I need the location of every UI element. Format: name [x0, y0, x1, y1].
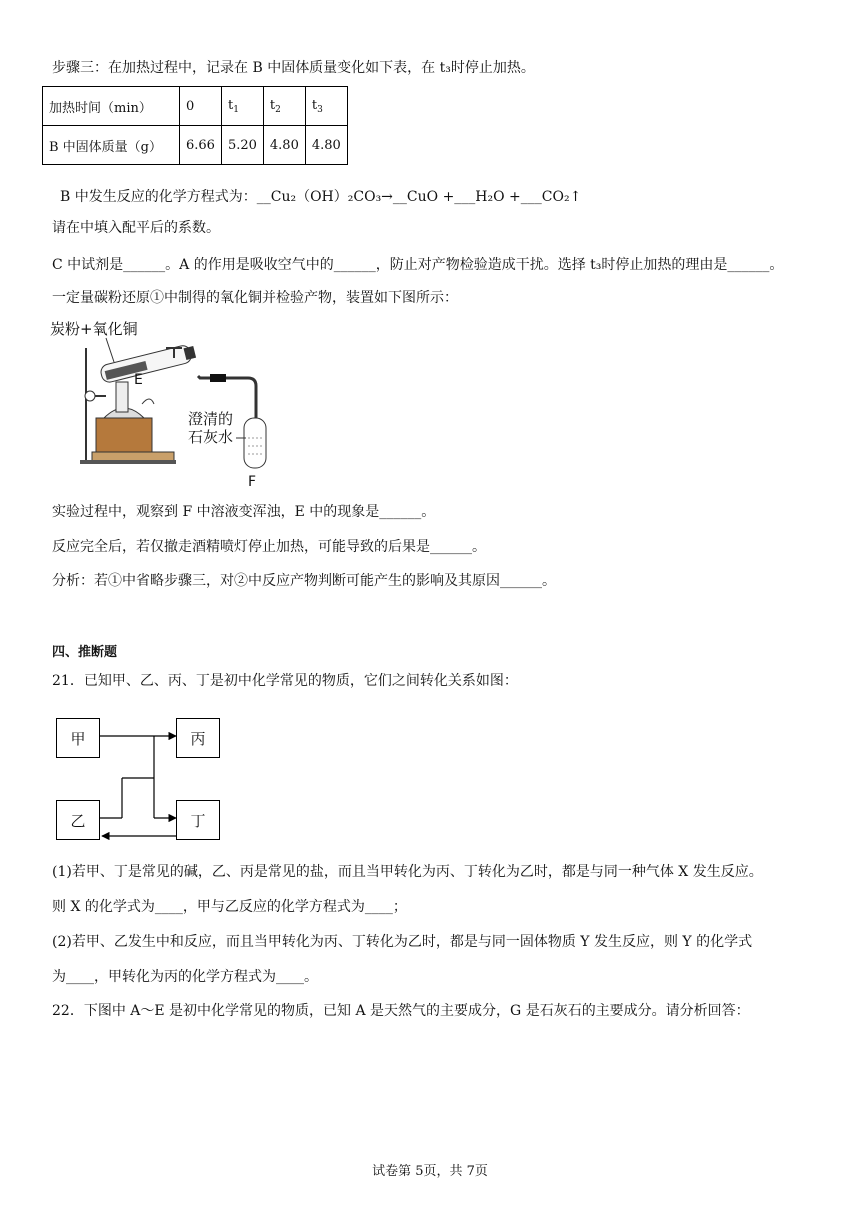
label-f: F — [248, 474, 257, 490]
c-reagent-line: C 中试剂是______。A 的作用是吸收空气中的______，防止对产物检验造成干扰。选择 t₃时停止加热的理由是______。 — [52, 257, 784, 273]
fill-note: 请在中填入配平后的系数。 — [52, 220, 220, 236]
box-yi: 乙 — [56, 800, 100, 840]
label-e: E — [134, 372, 143, 388]
q21-part2-line2: 为____，甲转化为丙的化学方程式为____。 — [52, 969, 318, 985]
box-jia: 甲 — [56, 718, 100, 758]
after-line: 反应完全后，若仅撤走酒精喷灯停止加热，可能导致的后果是______。 — [52, 539, 486, 555]
table-cell: 0 — [180, 87, 222, 126]
table-cell: 5.20 — [221, 126, 263, 165]
equation-line: B 中发生反应的化学方程式为：__Cu₂（OH）₂CO₃→__CuO +___H₂O +___CO₂↑ — [60, 189, 582, 205]
analysis-line: 分析：若①中省略步骤三，对②中反应产物判断可能产生的影响及其原因______。 — [52, 573, 556, 589]
box-ding: 丁 — [176, 800, 220, 840]
table-row — [43, 126, 348, 165]
table-cell: 4.80 — [263, 126, 305, 165]
step3-text: 步骤三：在加热过程中，记录在 B 中固体质量变化如下表，在 t₃时停止加热。 — [52, 60, 535, 76]
table-cell: 4.80 — [305, 126, 347, 165]
q21-part2-line1: (2)若甲、乙发生中和反应，而且当甲转化为丙、丁转化为乙时，都是与同一固体物质 Y 发生反应，则 Y 的化学式 — [52, 934, 753, 950]
table-cell: 6.66 — [180, 126, 222, 165]
section-heading: 四、推断题 — [52, 645, 118, 660]
table-cell: $t_2$ — [263, 87, 305, 126]
table-cell: B 中固体质量（g） — [43, 126, 180, 165]
q21-text: 21．已知甲、乙、丙、丁是初中化学常见的物质，它们之间转化关系如图： — [52, 673, 518, 689]
observe-line: 实验过程中，观察到 F 中溶液变浑浊，E 中的现象是______。 — [52, 504, 436, 520]
label-lime-water-1: 澄清的 — [188, 410, 234, 428]
q22-text: 22．下图中 A～E 是初中化学常见的物质，已知 A 是天然气的主要成分，G 是石灰石的主要成分。请分析回答： — [52, 1003, 750, 1019]
q21-part1-line2: 则 X 的化学式为____，甲与乙反应的化学方程式为____； — [52, 899, 407, 915]
mass-table — [42, 86, 348, 165]
reduce-line: 一定量碳粉还原①中制得的氧化铜并检验产物，装置如下图所示： — [52, 290, 458, 306]
apparatus-figure — [50, 318, 290, 490]
table-row — [43, 87, 348, 126]
table-cell: $t_1$ — [221, 87, 263, 126]
table-cell: $t_3$ — [305, 87, 347, 126]
label-lime-water-2: 石灰水 — [188, 428, 234, 446]
label-carbon-oxide: 炭粉+氧化铜 — [50, 320, 138, 338]
page-footer: 试卷第 5页，共 7页 — [372, 1164, 488, 1179]
q21-part1-line1: (1)若甲、丁是常见的碱，乙、丙是常见的盐，而且当甲转化为丙、丁转化为乙时，都是与同一种气体 X 发生反应。 — [52, 864, 763, 880]
table-cell: 加热时间（min） — [43, 87, 180, 126]
box-bing: 丙 — [176, 718, 220, 758]
